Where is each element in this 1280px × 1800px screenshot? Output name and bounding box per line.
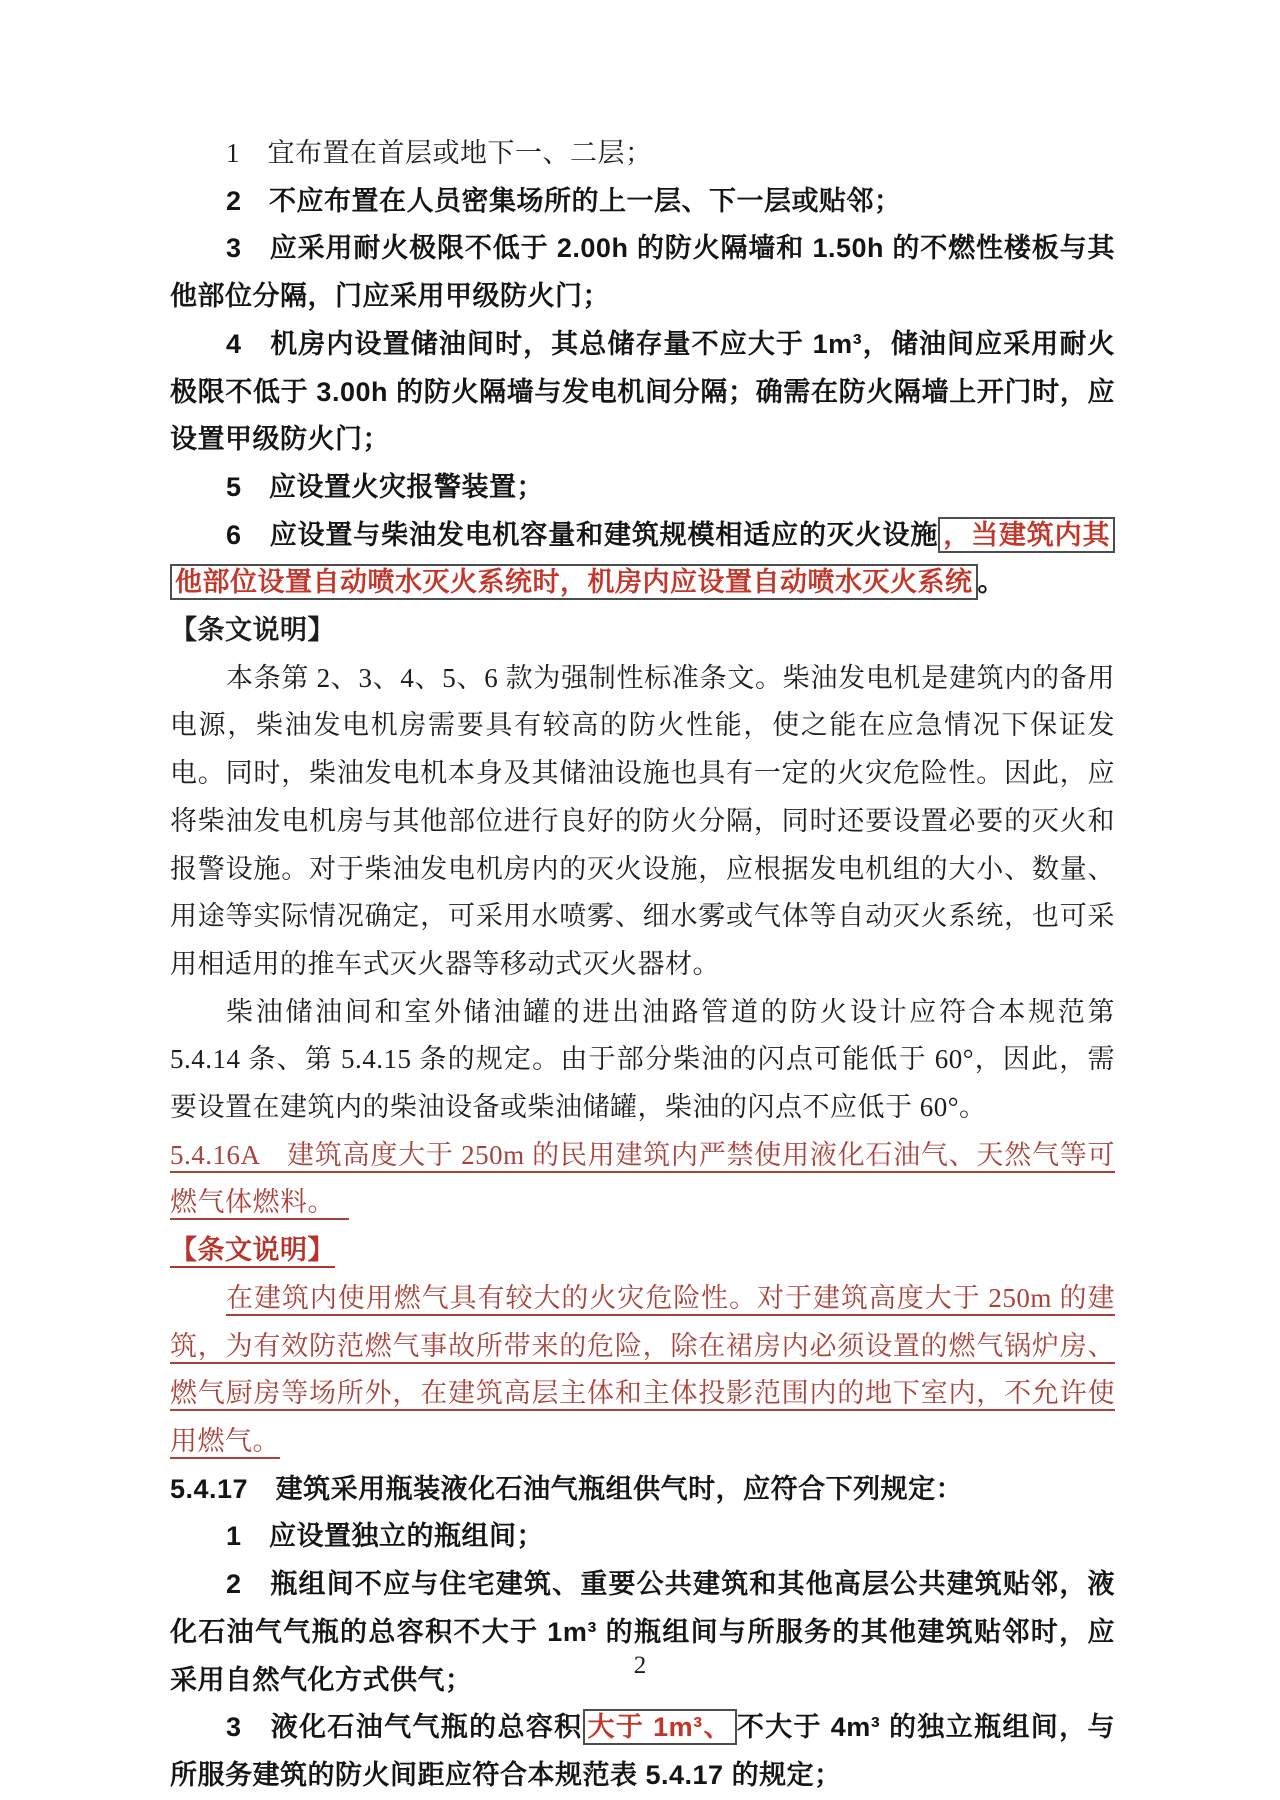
commentary-5416-paragraph-2: 柴油储油间和室外储油罐的进出油路管道的防火设计应符合本规范第 5.4.14 条、第 5.4.15 条的规定。由于部分柴油的闪点可能低于 60°，因此，需要设置在建筑内的柴油设备或柴油储罐，柴油的闪点不应低于 60°。 — [170, 996, 1115, 1123]
clause-5417-item-3-before: 3 液化石油气气瓶的总容积 — [226, 1712, 583, 1743]
commentary-label-5416A-text: 【条文说明】 — [170, 1235, 335, 1266]
commentary-label-5416: 【条文说明】 — [170, 615, 335, 646]
clause-5417-item-3-after: 不大于 4m³ 的独立瓶组间，与所服务建筑的防火间距应符合本规范表 5.4.17 的规定； — [170, 1712, 1115, 1790]
clause-5417-item-2: 2 瓶组间不应与住宅建筑、重要公共建筑和其他高层公共建筑贴邻，液化石油气气瓶的总容积不大于 1m³ 的瓶组间与所服务的其他建筑贴邻时，应采用自然气化方式供气； — [170, 1569, 1115, 1695]
clause-5416-item-1: 1 宜布置在首层或地下一、二层； — [226, 138, 653, 168]
clause-5416A: 5.4.16A 建筑高度大于 250m 的民用建筑内严禁使用液化石油气、天然气等可燃气体燃料。 — [170, 1139, 1115, 1218]
clause-5416-item-5: 5 应设置火灾报警装置； — [226, 471, 545, 502]
commentary-5416A: 在建筑内使用燃气具有较大的火灾危险性。对于建筑高度大于 250m 的建筑，为有效防范燃气事故所带来的危险，除在裙房内必须设置的燃气锅炉房、燃气厨房等场所外，在建筑高层主体和主体投影范围内的地下室内，不允许使用燃气。 — [170, 1282, 1115, 1456]
clause-5416-item-4: 4 机房内设置储油间时，其总储存量不应大于 1m³，储油间应采用耐火极限不低于 3.00h 的防火隔墙与发电机间分隔；确需在防火隔墙上开门时，应设置甲级防火门； — [170, 328, 1115, 455]
clause-5417-item-1: 1 应设置独立的瓶组间； — [226, 1521, 545, 1552]
revision-box-sprinkler: ，当建筑内其他部位设置自动喷水灭火系统时，机房内应设置自动喷水灭火系统 — [170, 517, 1115, 601]
clause-5416-item-3: 3 应采用耐火极限不低于 2.00h 的防火隔墙和 1.50h 的不燃性楼板与其他部位分隔，门应采用甲级防火门； — [170, 233, 1115, 312]
document-content — [170, 130, 1115, 1800]
clause-5417: 5.4.17 建筑采用瓶装液化石油气瓶组供气时，应符合下列规定： — [170, 1473, 964, 1504]
page-number: 2 — [633, 1652, 647, 1679]
commentary-label-5416A — [170, 1227, 1115, 1275]
clause-5416-item-6 — [170, 512, 1115, 607]
clause-5416-item-2: 2 不应布置在人员密集场所的上一层、下一层或贴邻； — [226, 185, 902, 216]
revision-box-volume: 大于 1m³、 — [583, 1709, 737, 1745]
commentary-5416-paragraph-1: 本条第 2、3、4、5、6 款为强制性标准条文。柴油发电机是建筑内的备用电源，柴油发电机房需要具有较高的防火性能，使之能在应急情况下保证发电。同时，柴油发电机本身及其储油设施也具有一定的火灾危险性。因此，应将柴油发电机房与其他部位进行良好的防火分隔，同时还要设置必要的灭火和报警设施。对于柴油发电机房内的灭火设施，应根据发电机组的大小、数量、用途等实际情况确定，可采用水喷雾、细水雾或气体等自动灭火系统，也可采用相适用的推车式灭火器等移动式灭火器材。 — [170, 662, 1115, 979]
clause-5416-item-6-text: 6 应设置与柴油发电机容量和建筑规模相适应的灭火设施 — [226, 519, 939, 550]
clause-5417-item-3 — [170, 1704, 1115, 1799]
clause-5416-item-6-period: 。 — [977, 567, 1005, 598]
